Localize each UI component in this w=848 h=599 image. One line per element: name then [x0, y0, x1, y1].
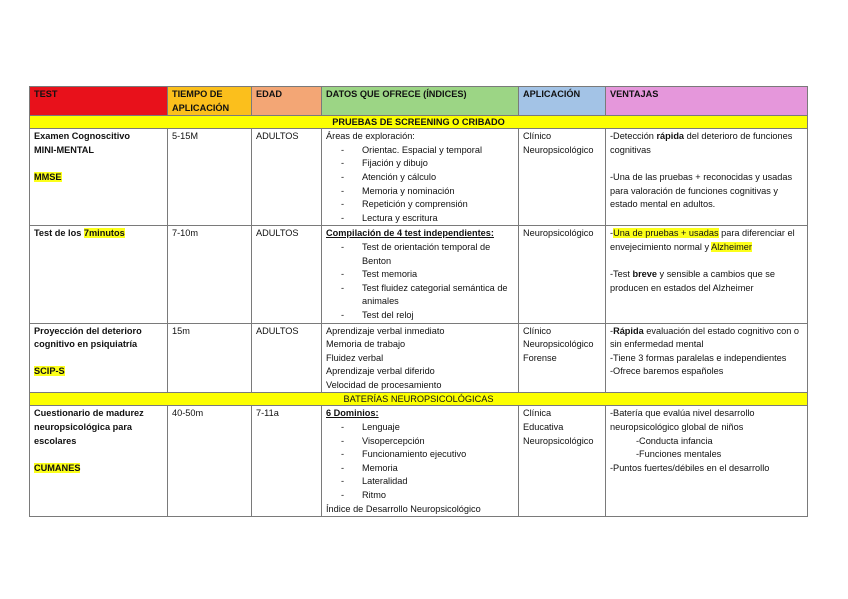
datos-list: [326, 144, 514, 226]
list-item: - Atención y cálculo: [341, 171, 514, 185]
cell-aplicacion-7minutos: Neuropsicológico: [519, 226, 606, 323]
aplicacion-line: Clínico: [523, 131, 552, 142]
list-item: - Test fluidez categorial semántica de animales: [341, 282, 514, 309]
list-item: - Test del reloj: [341, 309, 514, 323]
aplicacion-line: Neuropsicológico: [523, 435, 594, 446]
list-item: - Funcionamiento ejecutivo: [341, 448, 514, 462]
datos-intro: 6 Dominios:: [326, 408, 379, 419]
list-item: - Lateralidad: [341, 475, 514, 489]
cell-ventajas-cumanes: [606, 406, 808, 517]
header-tiempo: TIEMPO DE APLICACIÓN: [168, 87, 252, 116]
list-item: - Lenguaje: [341, 421, 514, 435]
datos-intro: Áreas de exploración:: [326, 131, 415, 142]
aplicacion-line: Neuropsicológico: [523, 144, 594, 155]
cell-ventajas-7minutos: [606, 226, 808, 323]
header-row: [30, 87, 808, 116]
datos-list: [326, 421, 514, 503]
ventaja-subitem: -Conducta infancia: [636, 435, 713, 446]
list-item: - Test memoria: [341, 268, 514, 282]
section-row-baterias: [30, 393, 808, 406]
section-title-baterias: BATERÍAS NEUROPSICOLÓGICAS: [30, 393, 808, 406]
ventaja-item: -Ofrece baremos españoles: [610, 366, 724, 377]
test-acronym-cumanes: CUMANES: [34, 462, 81, 473]
ventaja-item: -Detección rápida del deterioro de funciones cognitivas: [610, 131, 793, 155]
table-row-scip: [30, 323, 808, 393]
list-item: - Memoria: [341, 462, 514, 476]
table-row-cumanes: [30, 406, 808, 517]
test-name-line: neuropsicológica para: [34, 422, 133, 433]
cell-tiempo-7minutos: 7-10m: [168, 226, 252, 323]
aplicacion-line: Clínico: [523, 325, 552, 336]
cell-aplicacion-cumanes: [519, 406, 606, 517]
test-acronym-mmse: MMSE: [34, 171, 62, 182]
cell-test-mmse: [30, 129, 168, 226]
section-row-screening: [30, 116, 808, 129]
ventaja-item: -Puntos fuertes/débiles en el desarrollo: [610, 462, 770, 473]
aplicacion-line: Clínica: [523, 408, 552, 419]
ventaja-item: -Una de las pruebas + reconocidas y usadas para valoración de funciones cognitivas y estado mental en adultos.: [610, 171, 793, 210]
list-item: - Repetición y comprensión: [341, 198, 514, 212]
test-name-line: Proyección del deterioro: [34, 325, 142, 336]
cell-ventajas-scip: [606, 323, 808, 393]
cell-test-7minutos: [30, 226, 168, 323]
cell-edad-scip: ADULTOS: [252, 323, 322, 393]
list-item: - Visopercepción: [341, 435, 514, 449]
test-name-line: MINI-MENTAL: [34, 144, 95, 155]
cell-edad-7minutos: ADULTOS: [252, 226, 322, 323]
header-ventajas: VENTAJAS: [606, 87, 808, 116]
ventaja-item: -Tiene 3 formas paralelas e independientes: [610, 352, 787, 363]
ventaja-subitem: -Funciones mentales: [636, 449, 722, 460]
cell-tiempo-mmse: 5-15M: [168, 129, 252, 226]
header-test: TEST: [30, 87, 168, 116]
datos-line: Memoria de trabajo: [326, 339, 406, 350]
test-acronym-scip: SCIP-S: [34, 366, 65, 377]
header-edad: EDAD: [252, 87, 322, 116]
test-name-line: Cuestionario de madurez: [34, 408, 144, 419]
list-item: - Orientac. Espacial y temporal: [341, 144, 514, 158]
datos-line: Aprendizaje verbal inmediato: [326, 325, 445, 336]
datos-line: Velocidad de procesamiento: [326, 379, 442, 390]
test-name-line: escolares: [34, 435, 77, 446]
test-name: Test de los: [34, 228, 84, 239]
list-item: - Test de orientación temporal de Benton: [341, 241, 514, 268]
cell-test-scip: [30, 323, 168, 393]
cell-ventajas-mmse: [606, 129, 808, 226]
test-name-line: cognitivo en psiquiatría: [34, 339, 138, 350]
ventaja-item: -Una de pruebas + usadas para diferenciar el envejecimiento normal y Alzheimer: [610, 228, 795, 252]
cell-datos-scip: [322, 323, 519, 393]
list-item: - Lectura y escritura: [341, 212, 514, 226]
datos-line: Aprendizaje verbal diferido: [326, 366, 435, 377]
list-item: - Fijación y dibujo: [341, 157, 514, 171]
aplicacion-line: Neuropsicológico: [523, 339, 594, 350]
cell-aplicacion-scip: [519, 323, 606, 393]
aplicacion-line: Educativa: [523, 422, 564, 433]
datos-line: Fluidez verbal: [326, 352, 384, 363]
cell-test-cumanes: [30, 406, 168, 517]
cell-tiempo-scip: 15m: [168, 323, 252, 393]
table-row-7minutos: [30, 226, 808, 323]
neuropsych-tests-table: [29, 86, 808, 517]
ventaja-item: -Rápida evaluación del estado cognitivo con o sin enfermedad mental: [610, 325, 799, 350]
cell-aplicacion-mmse: [519, 129, 606, 226]
cell-tiempo-cumanes: 40-50m: [168, 406, 252, 517]
cell-edad-cumanes: 7-11a: [252, 406, 322, 517]
cell-edad-mmse: ADULTOS: [252, 129, 322, 226]
list-item: - Ritmo: [341, 489, 514, 503]
section-title-screening: PRUEBAS DE SCREENING O CRIBADO: [30, 116, 808, 129]
header-aplicacion: APLICACIÓN: [519, 87, 606, 116]
list-item: - Memoria y nominación: [341, 185, 514, 199]
cell-datos-cumanes: [322, 406, 519, 517]
datos-intro: Compilación de 4 test independientes:: [326, 228, 494, 239]
table-row-mmse: [30, 129, 808, 226]
aplicacion-line: Forense: [523, 352, 557, 363]
header-datos: DATOS QUE OFRECE (ÍNDICES): [322, 87, 519, 116]
ventaja-item: -Test breve y sensible a cambios que se producen en estados del Alzheimer: [610, 269, 775, 293]
datos-list: [326, 241, 514, 323]
test-name-line: Examen Cognoscitivo: [34, 131, 130, 142]
ventaja-item: -Batería que evalúa nivel desarrollo neuropsicológico global de niños: [610, 408, 755, 433]
cell-datos-7minutos: [322, 226, 519, 323]
cell-datos-mmse: [322, 129, 519, 226]
test-acronym-7minutos: 7minutos: [83, 228, 125, 239]
datos-footer: Índice de Desarrollo Neuropsicológico: [326, 503, 481, 514]
